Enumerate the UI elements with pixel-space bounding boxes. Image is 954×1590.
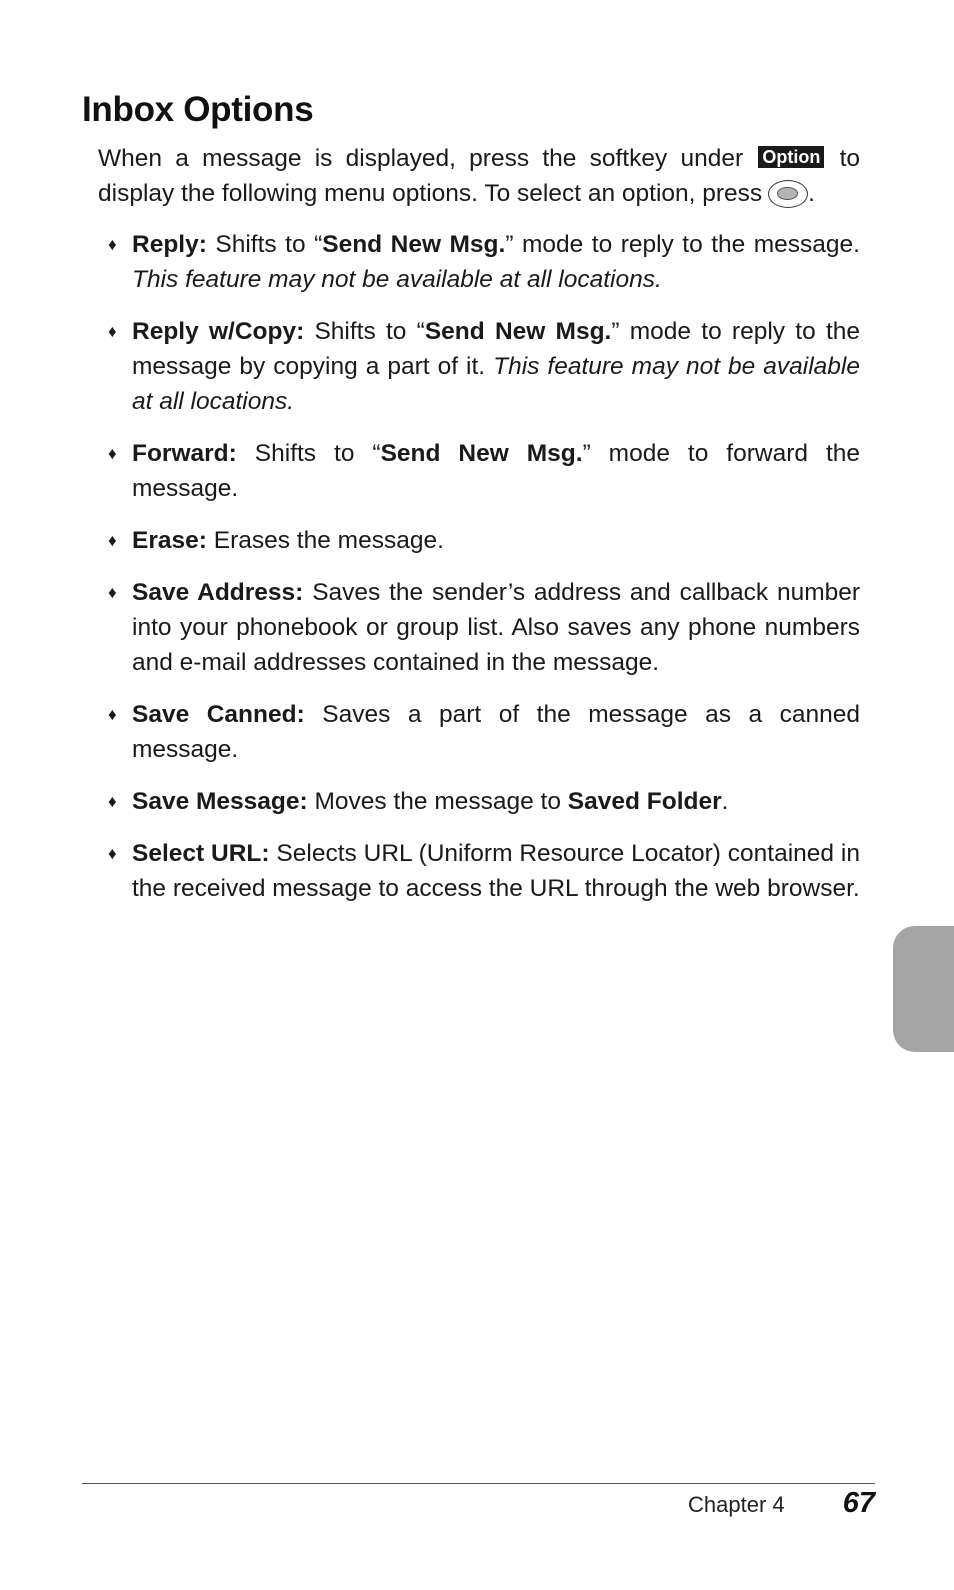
chapter-thumb-tab: [893, 926, 954, 1052]
page-title: Inbox Options: [82, 90, 314, 129]
intro-text-after: to display the following menu options. To select an option, press: [98, 145, 860, 207]
bullet-diamond-icon: ♦: [108, 235, 117, 254]
option-save-canned: [108, 697, 860, 767]
option-reply: [108, 227, 860, 297]
option-softkey-label: Option: [758, 146, 824, 168]
option-availability-note: This feature may not be available at all locations.: [132, 266, 662, 293]
option-save-message: [108, 784, 860, 819]
intro-paragraph: [98, 141, 860, 211]
option-term: Reply:: [132, 231, 207, 258]
option-term: Forward:: [132, 440, 237, 467]
option-text: Moves the message to: [314, 788, 568, 815]
option-text: ” mode to reply to the message.: [505, 231, 860, 258]
option-erase: [108, 523, 860, 558]
option-term: Select URL:: [132, 840, 270, 867]
option-text: Shifts to “: [314, 318, 425, 345]
ok-button-icon: [768, 180, 808, 208]
option-term: Erase:: [132, 527, 207, 554]
option-text: .: [721, 788, 729, 815]
option-term: Reply w/Copy:: [132, 318, 305, 345]
option-text: Saves a part of the message as a canned message.: [132, 701, 860, 763]
footer-page-number: 67: [842, 1487, 875, 1519]
footer-chapter-label: Chapter 4: [688, 1492, 785, 1517]
option-text: Selects URL (Uniform Resource Locator) contained in the received message to access the URL through the web browser.: [132, 840, 860, 902]
option-text: Shifts to “: [215, 231, 323, 258]
option-term: Save Canned:: [132, 701, 305, 728]
bullet-diamond-icon: ♦: [108, 322, 117, 341]
footer-divider: [82, 1483, 875, 1484]
intro-end-punct: .: [808, 180, 815, 207]
option-forward: [108, 436, 860, 506]
option-text: Saves the sender’s address and callback number into your phonebook or group list. Also saves any phone numbers and e-mail addresses contained in the message.: [132, 579, 861, 676]
bullet-diamond-icon: ♦: [108, 844, 117, 863]
option-text: ” mode to reply to the message by copying a part of it.: [132, 318, 860, 380]
option-text: Erases the message.: [213, 527, 444, 554]
option-mode-name: Send New Msg.: [424, 318, 612, 345]
option-text: ” mode to forward the message.: [132, 440, 861, 502]
bullet-diamond-icon: ♦: [108, 583, 117, 602]
option-mode-name: Send New Msg.: [322, 231, 506, 258]
option-reply-w-copy: [108, 314, 860, 419]
option-save-address: [108, 575, 860, 680]
bullet-diamond-icon: ♦: [108, 792, 117, 811]
option-mode-name: Send New Msg.: [380, 440, 583, 467]
option-term: Save Address:: [132, 579, 304, 606]
intro-text-before: When a message is displayed, press the softkey under: [98, 145, 744, 172]
options-list: [108, 227, 860, 923]
option-text: Shifts to “: [254, 440, 381, 467]
bullet-diamond-icon: ♦: [108, 705, 117, 724]
option-select-url: [108, 836, 860, 906]
option-term: Save Message:: [132, 788, 308, 815]
bullet-diamond-icon: ♦: [108, 531, 117, 550]
option-availability-note: This feature may not be available at all locations.: [132, 353, 860, 415]
bullet-diamond-icon: ♦: [108, 444, 117, 463]
saved-folder-name: Saved Folder: [567, 788, 722, 815]
